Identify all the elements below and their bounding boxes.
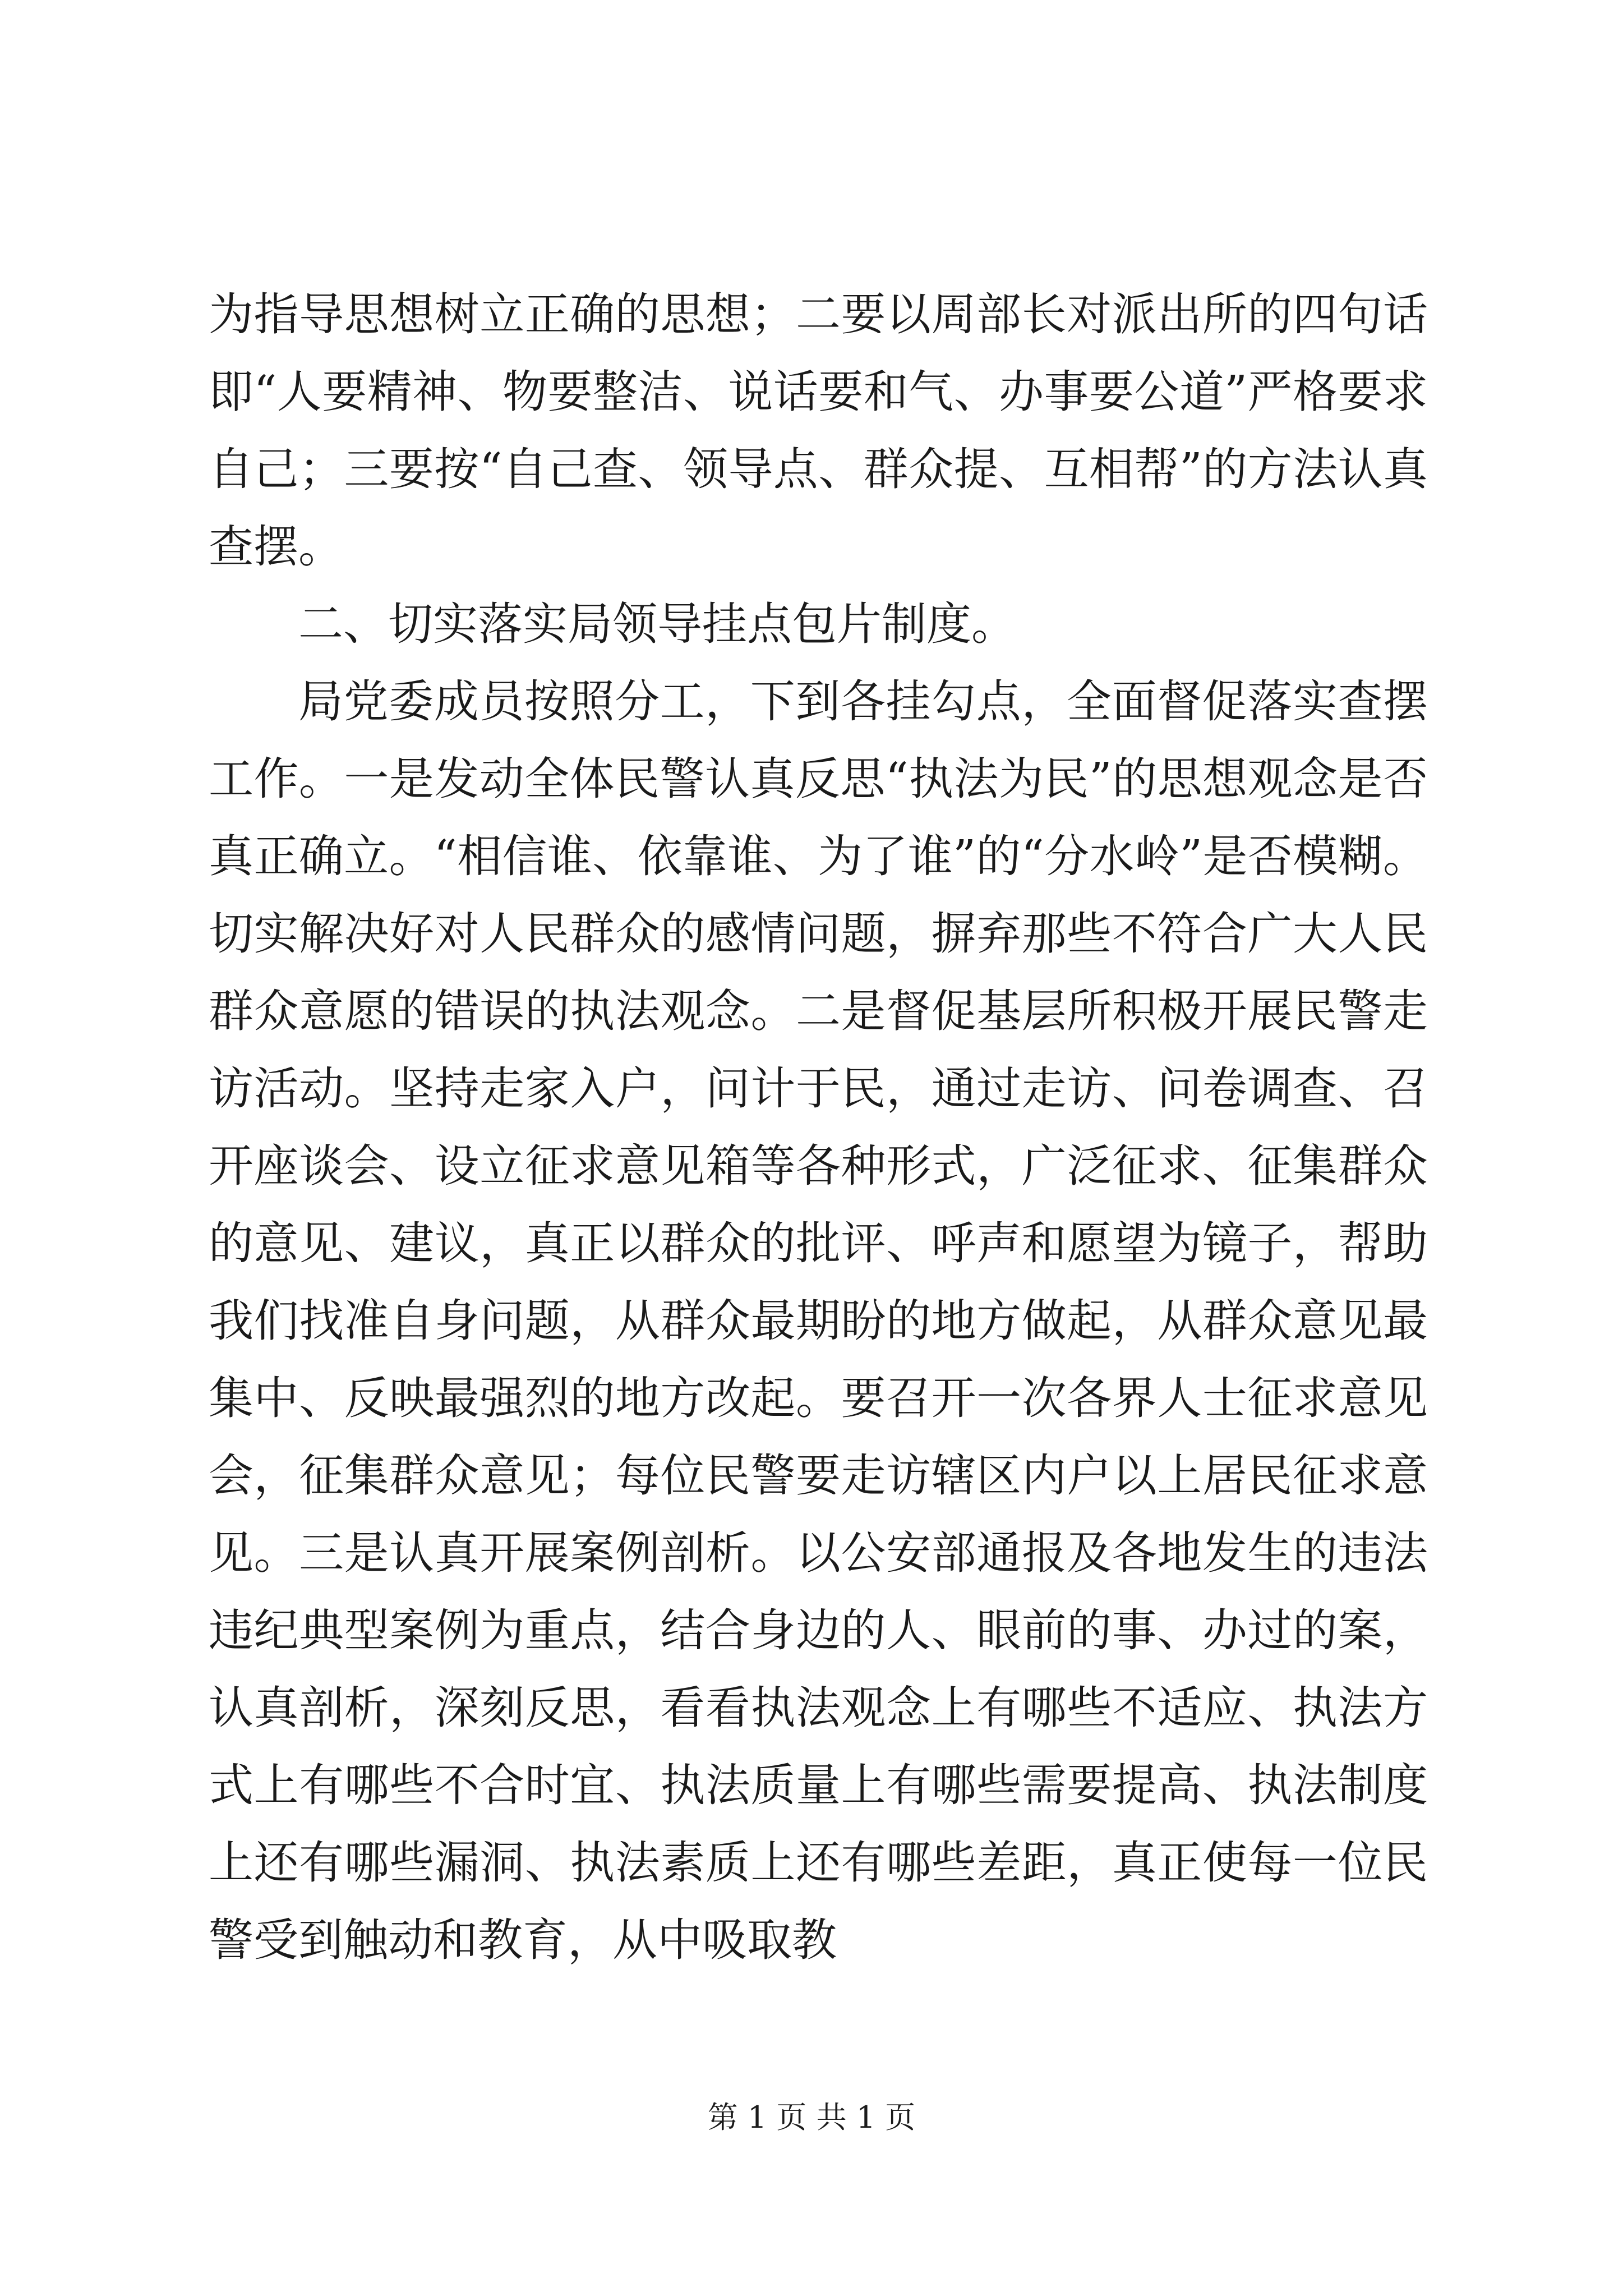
page-footer: 第 1 页 共 1 页 — [707, 2100, 916, 2135]
paragraph-continuation: 为指导思想树立正确的思想；二要以周部长对派出所的四句话即“人要精神、物要整洁、说话要和气、办事要公道”严格要求自己；三要按“自己查、领导点、群众提、互相帮”的方法认真查摆。 — [209, 288, 1428, 573]
document-body — [209, 276, 1428, 1979]
paragraph-body: 局党委成员按照分工，下到各挂勾点，全面督促落实查摆工作。一是发动全体民警认真反思“执法为民”的思想观念是否真正确立。“相信谁、依靠谁、为了谁”的“分水岭”是否模糊。切实解决好对人民群众的感情问题，摒弃那些不符合广大人民群众意愿的错误的执法观念。二是督促基层所积极开展民警走访活动。坚持走家入户，问计于民，通过走访、问卷调查、召开座谈会、设立征求意见箱等各种形式，广泛征求、征集群众的意见、建议，真正以群众的批评、呼声和愿望为镜子，帮助我们找准自身问题，从群众最期盼的地方做起，从群众意见最集中、反映最强烈的地方改起。要召开一次各界人士征求意见会，征集群众意见；每位民警要走访辖区内户以上居民征求意见。三是认真开展案例剖析。以公安部通报及各地发生的违法违纪典型案例为重点，结合身边的人、眼前的事、办过的案，认真剖析，深刻反思，看看执法观念上有哪些不适应、执法方式上有哪些不合时宜、执法质量上有哪些需要提高、执法制度上还有哪些漏洞、执法素质上还有哪些差距，真正使每一位民警受到触动和教育，从中吸取教 — [209, 675, 1428, 1966]
section-heading: 二、切实落实局领导挂点包片制度。 — [298, 598, 1016, 650]
